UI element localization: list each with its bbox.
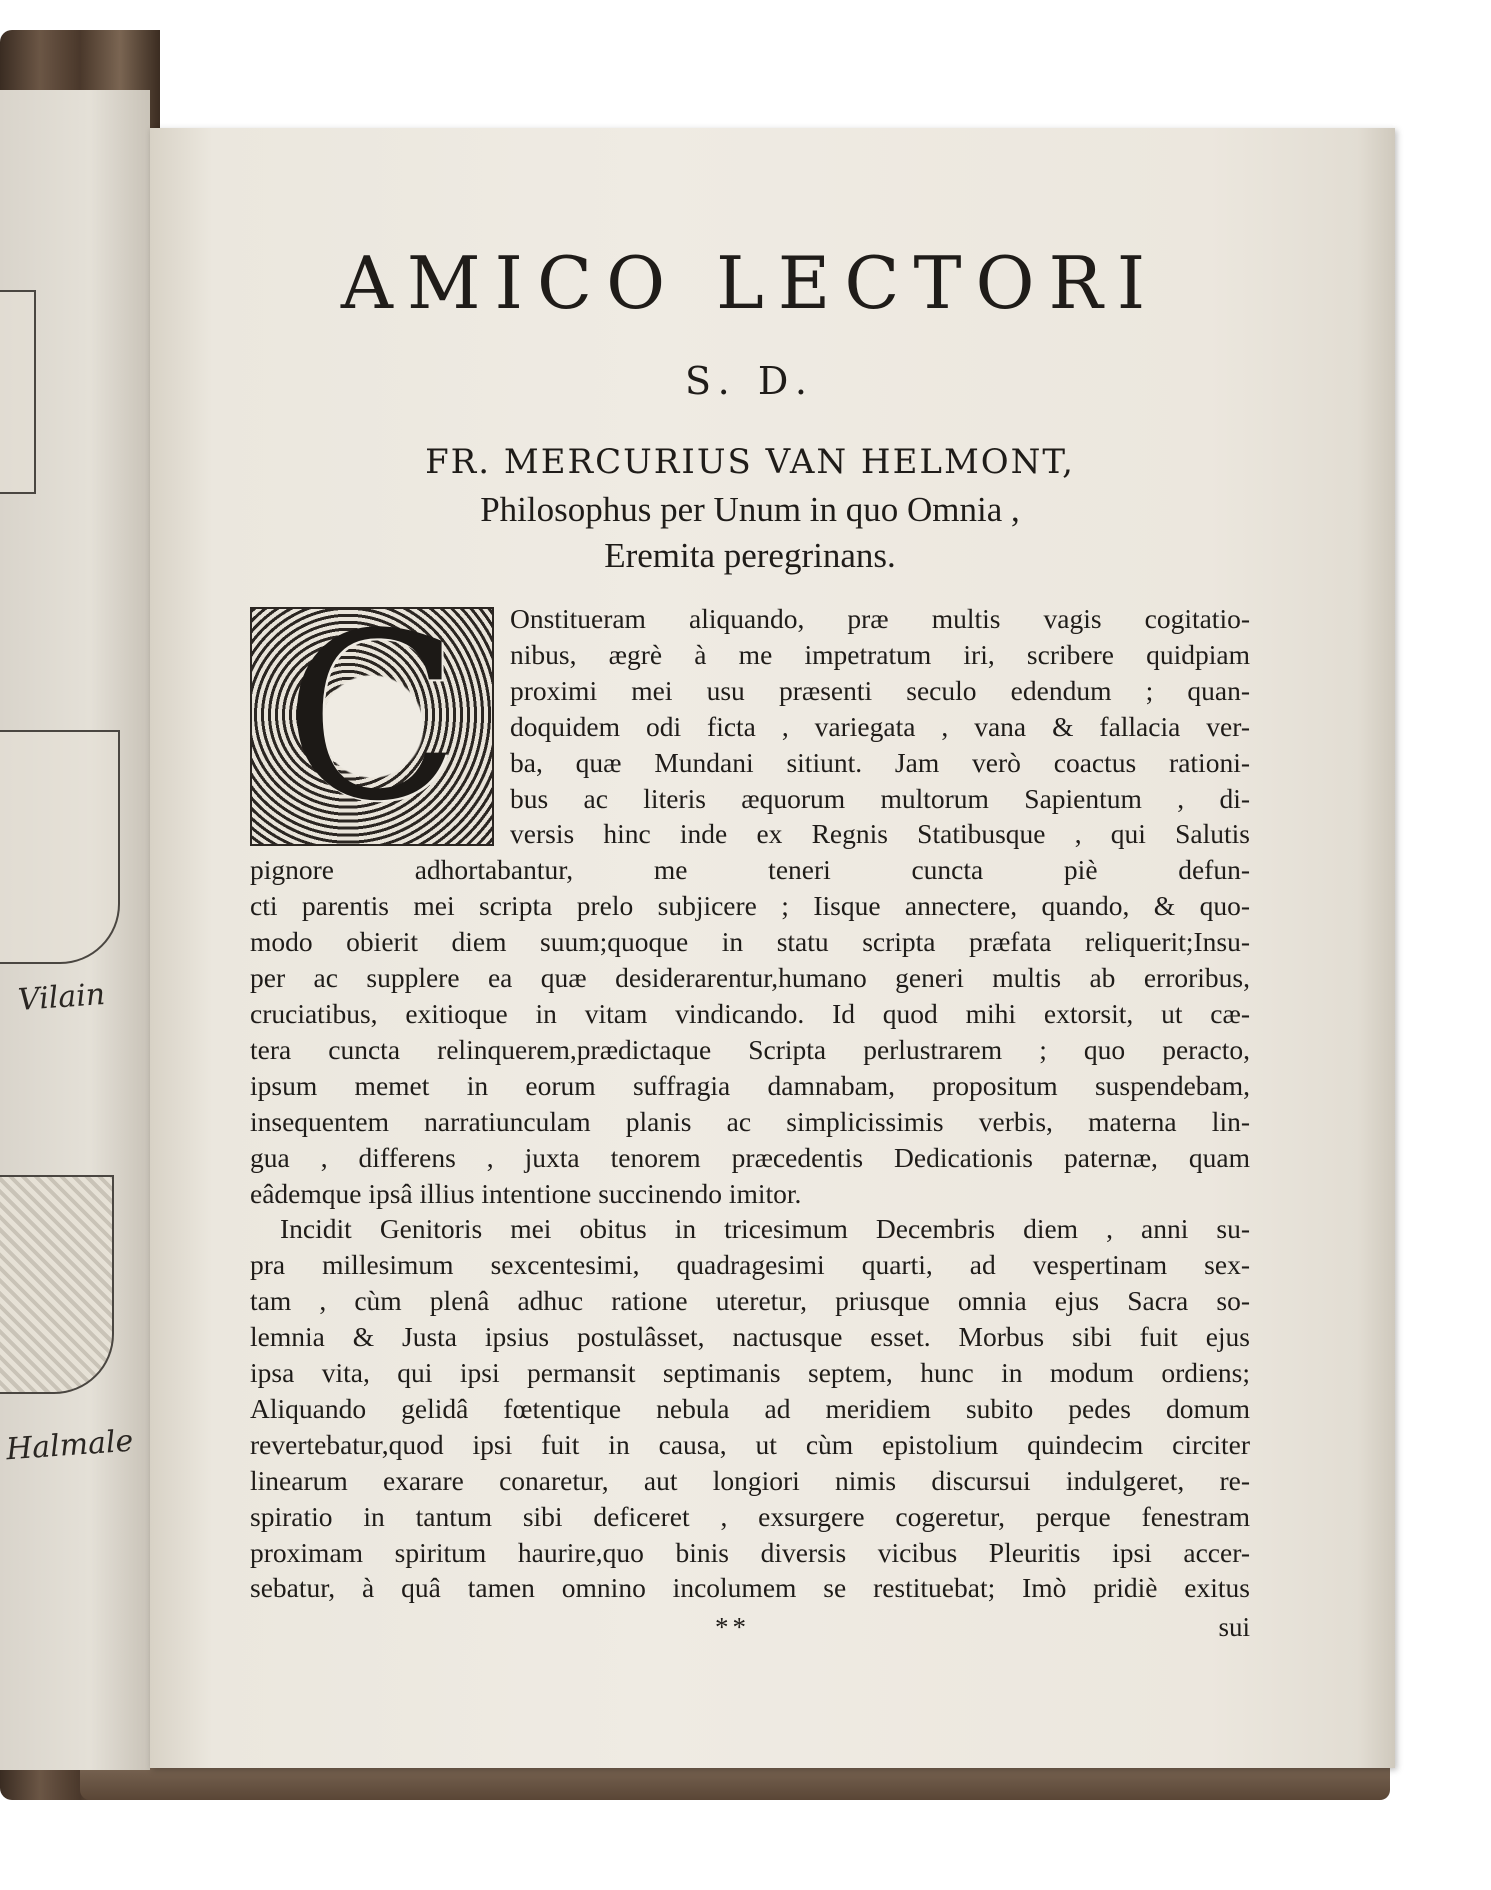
text-line: tam , cùm plenâ adhuc ratione uteretur, priusque omnia ejus Sacra so-: [250, 1285, 1250, 1317]
page-footer: [250, 1612, 1250, 1652]
shield-caption: Halmale: [4, 1423, 135, 1468]
initial-letter: C: [284, 607, 460, 846]
text-line: Incidit Genitoris mei obitus in tricesimum Decembris diem , anni su-: [280, 1213, 1250, 1245]
left-page: [0, 90, 150, 1770]
signature-mark: **: [715, 1612, 750, 1643]
coat-of-arms-shield: [0, 290, 36, 494]
text-line: Onstitueram aliquando, præ multis vagis cogitatio-: [510, 603, 1250, 634]
text-line: ba, quæ Mundani sitiunt. Jam verò coactus rationi-: [510, 746, 1250, 778]
text-line: proximi mei usu præsenti seculo edendum ; quan-: [510, 674, 1250, 706]
body-text: [250, 601, 1250, 1606]
text-line: modo obierit diem suum;quoque in statu scripta præfata reliquerit;Insu-: [250, 926, 1250, 958]
page-text: [250, 233, 1250, 1652]
page-title: AMICO LECTORI: [340, 241, 1160, 325]
text-line: ipsa vita, qui ipsi permansit septimanis septem, hunc in modum ordiens;: [250, 1357, 1250, 1389]
author-name: FR. MERCURIUS VAN HELMONT,: [425, 442, 1075, 482]
text-line: spiratio in tantum sibi deficeret , exsurgere cogeretur, perque fenestram: [250, 1500, 1250, 1532]
salutation: S. D.: [684, 359, 816, 403]
coat-of-arms-shield: [0, 730, 120, 964]
text-line: per ac supplere ea quæ desiderarentur,humano generi multis ab erroribus,: [250, 962, 1250, 994]
text-line: linearum exarare conaretur, aut longiori nimis discursui indulgeret, re-: [250, 1464, 1250, 1496]
text-line: versis hinc inde ex Regnis Statibusque , qui Salutis: [510, 818, 1250, 850]
text-line: cti parentis mei scripta prelo subjicere ; Iisque annectere, quando, & quo-: [250, 890, 1250, 922]
text-line: nibus, ægrè à me impetratum iri, scribere quidpiam: [510, 638, 1250, 670]
text-line: ipsum memet in eorum suffragia damnabam, propositum suspendebam,: [250, 1069, 1250, 1101]
text-line: eâdemque ipsâ illius intentione succinendo imitor.: [250, 1177, 802, 1209]
text-line: insequentem narratiunculam planis ac simplicissimis verbis, materna lin-: [250, 1105, 1250, 1137]
catchword: sui: [1218, 1612, 1250, 1643]
right-page: [150, 128, 1395, 1768]
shield-caption: Vilain: [16, 977, 107, 1018]
text-line: bus ac literis æquorum multorum Sapientum , di-: [510, 782, 1250, 814]
text-line: Aliquando gelidâ fœtentique nebula ad meridiem subito pedes domum: [250, 1392, 1250, 1424]
text-line: revertebatur,quod ipsi fuit in causa, ut cùm epistolium quindecim circiter: [250, 1428, 1250, 1460]
text-line: gua , differens , juxta tenorem præcedentis Dedicationis paternæ, quam: [250, 1141, 1250, 1173]
text-line: pignore adhortabantur, me teneri cuncta piè defun-: [250, 854, 1250, 886]
author-role: Eremita peregrinans.: [604, 536, 896, 575]
text-line: sebatur, à quâ tamen omnino incolumem se restituebat; Imò pridiè exitus: [250, 1572, 1250, 1604]
decorated-initial: [250, 607, 494, 846]
paragraph-2: [250, 1211, 1250, 1606]
author-subtitle: Philosophus per Unum in quo Omnia ,: [480, 490, 1020, 529]
text-line: cruciatibus, exitioque in vitam vindicando. Id quod mihi extorsit, ut cæ-: [250, 997, 1250, 1029]
text-line: tera cuncta relinquerem,prædictaque Scripta perlustrarem ; quo peracto,: [250, 1033, 1250, 1065]
text-line: doquidem odi ficta , variegata , vana & fallacia ver-: [510, 710, 1250, 742]
text-line: proximam spiritum haurire,quo binis diversis vicibus Pleuritis ipsi accer-: [250, 1536, 1250, 1568]
coat-of-arms-shield: [0, 1175, 114, 1394]
text-line: lemnia & Justa ipsius postulâsset, nactusque esset. Morbus sibi fuit ejus: [250, 1321, 1250, 1353]
text-line: pra millesimum sexcentesimi, quadragesimi quarti, ad vespertinam sex-: [250, 1249, 1250, 1281]
